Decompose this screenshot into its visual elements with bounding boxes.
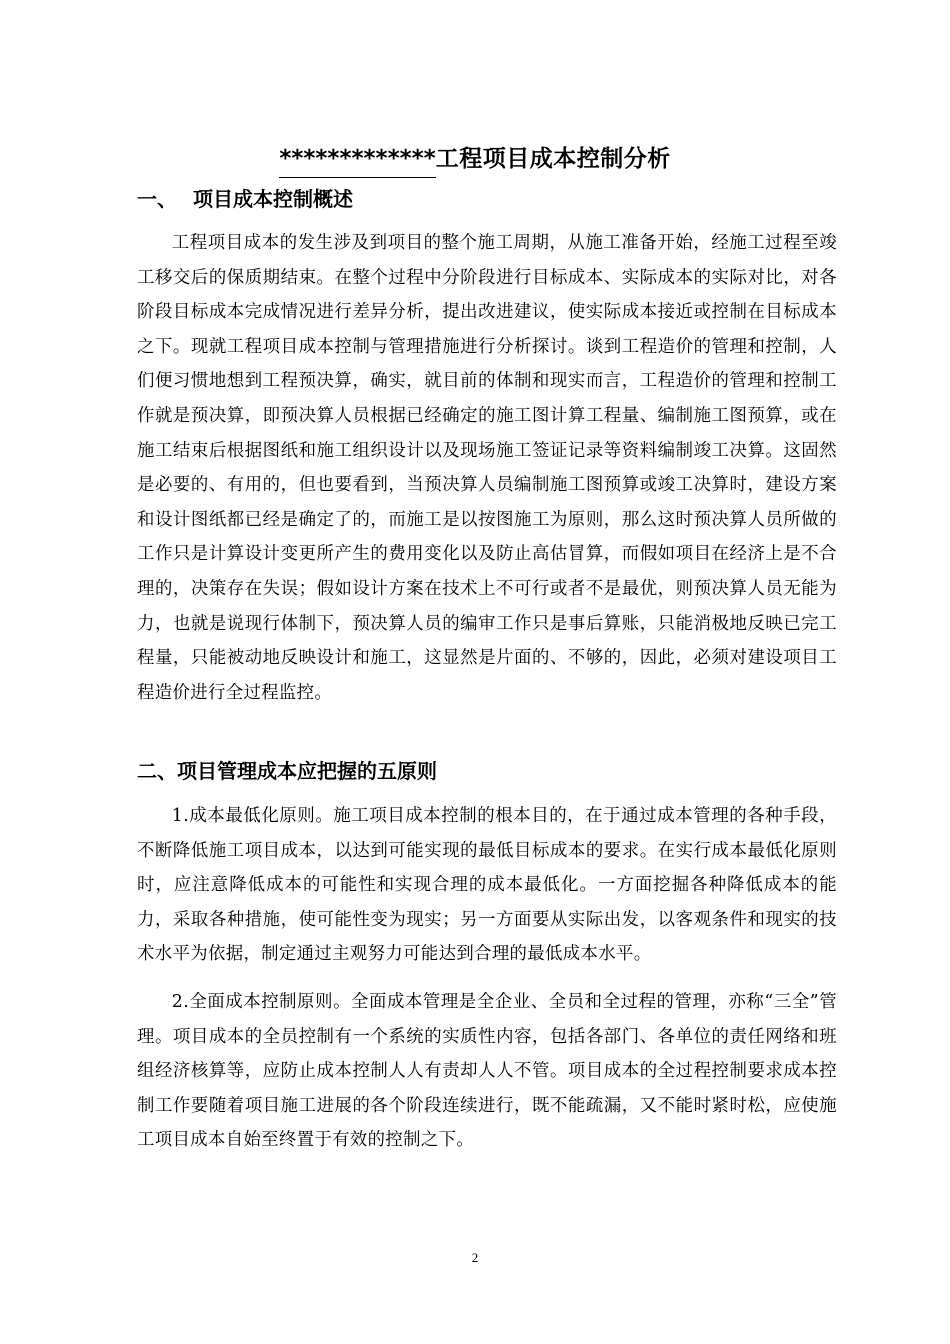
title-text: 工程项目成本控制分析 [435, 146, 671, 173]
section-number: 二、 [137, 759, 177, 783]
section-heading-2 [137, 756, 437, 786]
section-number: 一、 [137, 187, 177, 211]
paragraph-principle-2: 2.全面成本控制原则。全面成本管理是全企业、全员和全过程的管理，亦称“三全”管理。项目成本的全员控制有一个系统的实质性内容，包括各部门、各单位的责任网络和班组经济核算等，应防止成本控制人人有责却人人不管。项目成本的全过程控制要求成本控制工作要随着项目施工进展的各个阶段连续进行，既不能疏漏，又不能时紧时松，应使施工项目成本自始至终置于有效的控制之下。 [137, 992, 837, 1151]
document-title [279, 142, 670, 178]
page-number: 2 [471, 1250, 479, 1265]
paragraph-overview: 工程项目成本的发生涉及到项目的整个施工周期，从施工准备开始，经施工过程至竣工移交后的保质期结束。在整个过程中分阶段进行目标成本、实际成本的实际对比，对各阶段目标成本完成情况进行差异分析，提出改进建议，使实际成本接近或控制在目标成本之下。现就工程项目成本控制与管理措施进行分析探讨。谈到工程造价的管理和控制，人们便习惯地想到工程预决算，确实，就目前的体制和现实而言，工程造价的管理和控制工作就是预决算，即预决算人员根据已经确定的施工图计算工程量、编制施工图预算，或在施工结束后根据图纸和施工组织设计以及现场施工签证记录等资料编制竣工决算。这固然是必要的、有用的，但也要看到，当预决算人员编制施工图预算或竣工决算时，建设方案和设计图纸都已经是确定了的，而施工是以按图施工为原则，那么这时预决算人员所做的工作只是计算设计变更所产生的费用变化以及防止高估冒算，而假如项目在经济上是不合理的，决策存在失误；假如设计方案在技术上不可行或者不是最优，则预决算人员无能为力，也就是说现行体制下，预决算人员的编审工作只是事后算账，只能消极地反映已完工程量，只能被动地反映设计和施工，这显然是片面的、不够的，因此，必须对建设项目工程造价进行全过程监控。 [137, 233, 837, 703]
section-title: 项目管理成本应把握的五原则 [177, 759, 437, 783]
title-project-placeholder: ************* [279, 142, 435, 178]
paragraph-principle-1: 1.成本最低化原则。施工项目成本控制的根本目的，在于通过成本管理的各种手段，不断降低施工项目成本，以达到可能实现的最低目标成本的要求。在实行成本最低化原则时，应注意降低成本的可能性和实现合理的成本最低化。一方面挖掘各种降低成本的能力，采取各种措施，使可能性变为现实；另一方面要从实际出发，以客观条件和现实的技术水平为依据，制定通过主观努力可能达到合理的最低成本水平。 [137, 806, 837, 965]
section-title: 项目成本控制概述 [193, 187, 353, 211]
section-heading-1 [137, 184, 353, 214]
